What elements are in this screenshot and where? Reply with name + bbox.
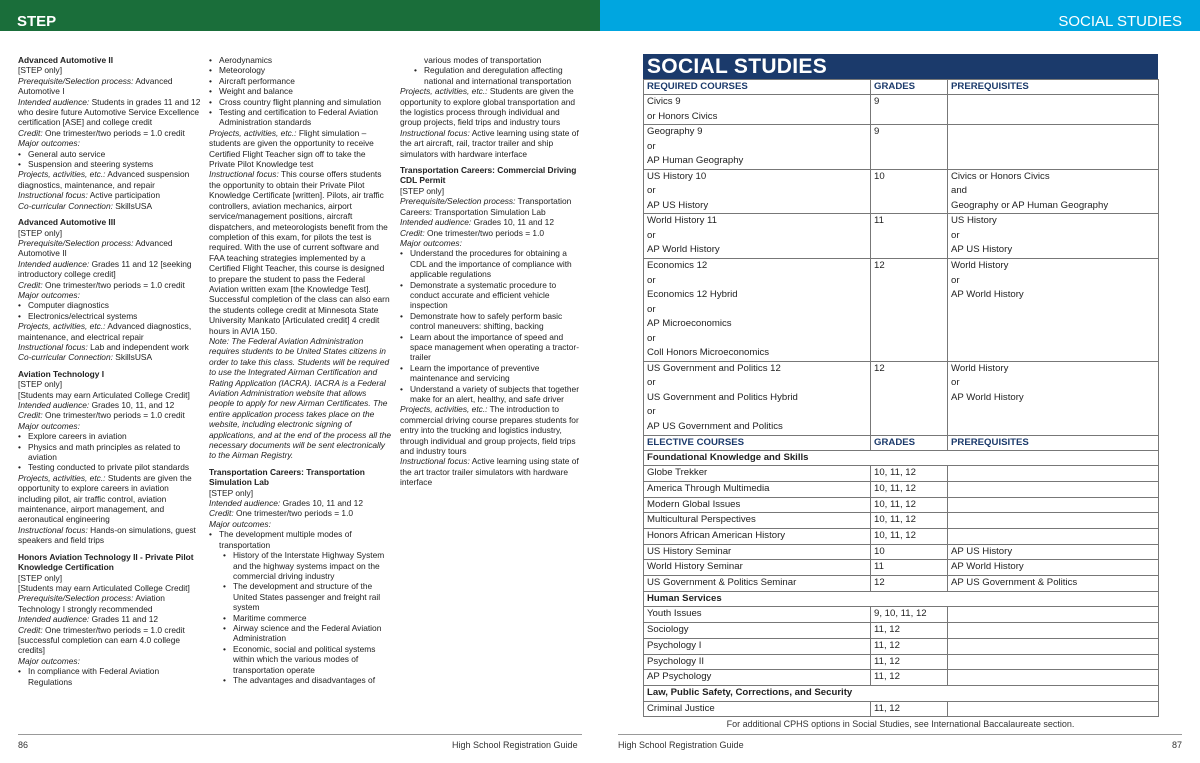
field-label: Projects, activities, etc.: (18, 169, 106, 180)
grades-cell: 10, 11, 12 (871, 529, 948, 545)
field-label: Co-curricular Connection: (18, 200, 113, 211)
cell-line: AP World History (647, 244, 720, 256)
field-label: Major outcomes: (18, 289, 80, 300)
course-heading: Transportation Careers: Commercial Driving CDL Permit (400, 165, 577, 186)
grades-cell: 9 (871, 125, 948, 170)
bullet-item: • Cross country flight planning and simulation (209, 97, 392, 107)
cell-line: World History 11 (647, 215, 718, 227)
grades-cell: 9 (871, 95, 948, 125)
section-title: Human Services (644, 591, 1159, 607)
course-cell: Criminal Justice (644, 701, 871, 717)
table-row (644, 125, 1159, 170)
course-field: Projects, activities, etc.: Students are given the opportunity to explore careers in aviation including pilot, air traffic control, aviation maintenance, airport management, and aeronautical engineering (18, 472, 192, 525)
required-courses-header (644, 80, 1159, 95)
course-text: [STEP only] (209, 487, 254, 498)
cell-line: US History (951, 215, 997, 227)
footer-title-left: High School Registration Guide (452, 740, 578, 750)
course-field: Intended audience: Grades 11 and 12 (18, 614, 159, 625)
cell-line: World History (951, 362, 1009, 374)
grades-cell: 12 (871, 361, 948, 435)
table-cell (644, 95, 871, 125)
course-cell: Youth Issues (644, 607, 871, 623)
field-label: Instructional focus: (18, 190, 88, 201)
column-header: GRADES (871, 435, 948, 450)
cell-line: or (647, 332, 656, 344)
field-label: Intended audience: (18, 400, 90, 410)
footer-rule-left (18, 734, 582, 735)
field-label: Credit: (18, 127, 43, 138)
bullet-item: • Testing conducted to private pilot standards (18, 462, 201, 472)
course-field: Co-curricular Connection: SkillsUSA (18, 352, 153, 363)
course-field: Intended audience: Students in grades 11 and 12 who desire future Automotive Service Excellence certification [ASE] and college credit (18, 96, 201, 128)
table-cell (948, 361, 1159, 435)
course-field: Prerequisite/Selection process: Aviation Technology I strongly recommended (18, 593, 165, 614)
table-cell (948, 95, 1159, 125)
column-header: PREREQUISITES (948, 435, 1159, 450)
bullet-item: • Demonstrate how to safely perform basic control maneuvers: shifting, backing (400, 311, 583, 332)
course-field: Projects, activities, etc.: The introduction to commercial driving course prepares students for entry into the trucking and logistics industry, through individual and group projects, field trips and industry tours (400, 404, 579, 457)
table-row (644, 638, 1159, 654)
field-label: Prerequisite/Selection process: (18, 75, 134, 86)
prereq-cell (948, 529, 1159, 545)
bullet-item: • Learn the importance of preventive maintenance and servicing (400, 363, 583, 384)
sub-bullet-item: • History of the Interstate Highway System and the highway systems impact on the commercial driving industry (209, 550, 392, 581)
field-label: Major outcomes: (400, 237, 462, 248)
course-field: Credit: One trimester/two periods = 1.0 credit [successful completion can earn 4.0 college credits] (18, 624, 185, 656)
course-cell: Modern Global Issues (644, 497, 871, 513)
cell-line: US History 10 (647, 170, 707, 182)
prereq-cell (948, 607, 1159, 623)
grades-cell: 10, 11, 12 (871, 481, 948, 497)
course-cell: World History Seminar (644, 560, 871, 576)
field-label: Major outcomes: (209, 518, 271, 529)
course-cell: US Government & Politics Seminar (644, 576, 871, 592)
course-field (18, 138, 201, 148)
prereq-cell (948, 481, 1159, 497)
section-title: Foundational Knowledge and Skills (644, 450, 1159, 466)
table-row (644, 513, 1159, 529)
course-field: Projects, activities, etc.: Advanced suspension diagnostics, maintenance, and repair (18, 169, 190, 190)
cell-line: or (647, 140, 656, 152)
social-studies-header-title: SOCIAL STUDIES (1058, 13, 1182, 30)
course-note: Note: The Federal Aviation Administration requires students to be United States citizens in order to take this class. Students will be required to use the Integrated Airman Certification and Rating Application (IACRA). IACRA is a Federal Aviation Administration website that allows people to apply for new Airman Certificates. The entire application process takes place on the website, including electronic signing of applications, and at the end of the process all the necessary documents will be sent electronically to the Airman Registry. (209, 335, 392, 461)
cell-line: or (647, 303, 656, 315)
bullet-item: • The development multiple modes of transportation (209, 529, 392, 550)
bullet-item: • General auto service (18, 149, 201, 159)
table-cell (644, 361, 871, 435)
prereq-cell: AP US Government & Politics (948, 576, 1159, 592)
cell-line: AP World History (951, 391, 1024, 403)
table-cell (948, 125, 1159, 170)
grades-cell: 10, 11, 12 (871, 513, 948, 529)
grades-cell: 12 (871, 576, 948, 592)
bullet-item: • Weight and balance (209, 86, 392, 96)
cell-line: or (647, 274, 656, 286)
course-text: [STEP only] (18, 572, 63, 583)
bullet-item: • Meteorology (209, 65, 392, 75)
course-heading: Transportation Careers: Transportation Simulation Lab (209, 466, 365, 488)
course-heading: Aviation Technology I (18, 368, 105, 379)
prereq-cell (948, 623, 1159, 639)
page-number-right: 87 (1171, 740, 1182, 750)
field-label: Major outcomes: (18, 655, 80, 666)
course-field: Intended audience: Grades 10, 11, and 12 (18, 400, 175, 410)
course-field (18, 290, 201, 300)
section-row (644, 450, 1159, 466)
course-field: Instructional focus: Active participation (18, 190, 160, 201)
sub-bullet-item: • Maritime commerce (209, 613, 392, 623)
field-label: Prerequisite/Selection process: (18, 593, 134, 604)
course-field: Intended audience: Grades 10, 11 and 12 (209, 498, 363, 509)
table-row (644, 481, 1159, 497)
table-row (644, 560, 1159, 576)
column-header: ELECTIVE COURSES (644, 435, 871, 450)
table-cell (644, 214, 871, 259)
field-label: Instructional focus: (18, 341, 88, 352)
column-header: REQUIRED COURSES (644, 80, 871, 95)
prereq-cell (948, 701, 1159, 717)
course-field: Instructional focus: Hands-on simulations, guest speakers and field trips (18, 524, 196, 546)
table-cell (644, 259, 871, 362)
prereq-cell (948, 670, 1159, 686)
field-label: Credit: (400, 227, 425, 238)
bullet-item: • Physics and math principles as related to aviation (18, 442, 201, 463)
course-text: [STEP only] (400, 185, 445, 196)
cell-line: or (951, 377, 960, 389)
course-cell: Psychology II (644, 654, 871, 670)
cell-line: AP World History (951, 289, 1024, 301)
cell-line: or (647, 406, 656, 418)
cell-line: Geography 9 (647, 126, 703, 138)
footer-title-right: High School Registration Guide (618, 740, 744, 750)
grades-cell: 11, 12 (871, 654, 948, 670)
grades-cell: 9, 10, 11, 12 (871, 607, 948, 623)
course-field: Credit: One trimester/two periods = 1.0 credit (18, 279, 185, 290)
bullet-item: • Computer diagnostics (18, 300, 201, 310)
cell-line: Economics 12 (647, 260, 708, 272)
bullet-item: • In compliance with Federal Aviation Regulations (18, 666, 201, 687)
course-cell: Sociology (644, 623, 871, 639)
bullet-item: • Understand the procedures for obtaining a CDL and the importance of compliance with applicable regulations (400, 248, 583, 279)
course-field (18, 421, 201, 431)
footer-rule-right (618, 734, 1182, 735)
column-header: GRADES (871, 80, 948, 95)
grades-cell: 11 (871, 214, 948, 259)
bullet-item: • Aircraft performance (209, 76, 392, 86)
social-studies-header-band (600, 0, 1200, 31)
bullet-item: • Demonstrate a systematic procedure to conduct accurate and efficient vehicle inspection (400, 280, 583, 311)
elective-courses-header (644, 435, 1159, 450)
field-label: Instructional focus: (400, 127, 470, 138)
section-row (644, 591, 1159, 607)
grades-cell: 11, 12 (871, 701, 948, 717)
table-cell (948, 169, 1159, 214)
course-text: [Students may earn Articulated College Credit] (18, 389, 190, 400)
course-column-1 (18, 55, 201, 687)
course-field: Projects, activities, etc.: Flight simulation – students are given the opportunity to receive Certified Flight Teacher sign off to take the Private Pilot Knowledge test (209, 127, 374, 170)
field-label: Projects, activities, etc.: (18, 472, 106, 483)
social-studies-table (643, 54, 1158, 717)
course-column-3 (400, 55, 583, 488)
course-cell: US History Seminar (644, 544, 871, 560)
course-text: [STEP only] (18, 227, 63, 238)
table-row (644, 529, 1159, 545)
grades-cell: 11, 12 (871, 670, 948, 686)
table-row (644, 544, 1159, 560)
bullet-item: • Aerodynamics (209, 55, 392, 65)
field-label: Projects, activities, etc.: (400, 404, 488, 415)
step-header-title: STEP (17, 13, 57, 30)
section-title: Law, Public Safety, Corrections, and Security (644, 685, 1159, 701)
table-row (644, 654, 1159, 670)
table-row (644, 576, 1159, 592)
course-field: Prerequisite/Selection process: Advanced Automotive I (18, 75, 173, 97)
field-label: Instructional focus: (209, 169, 279, 180)
prereq-cell (948, 638, 1159, 654)
course-cell: Multicultural Perspectives (644, 513, 871, 529)
grades-cell: 10, 11, 12 (871, 466, 948, 482)
field-label: Prerequisite/Selection process: (400, 196, 516, 207)
course-field: Instructional focus: Lab and independent work (18, 341, 189, 352)
cell-line: Civics or Honors Civics (951, 170, 1050, 182)
grades-cell: 12 (871, 259, 948, 362)
table-title: SOCIAL STUDIES (643, 54, 1158, 79)
course-text: various modes of transportation (424, 55, 542, 65)
field-label: Projects, activities, etc.: (209, 127, 297, 138)
field-label: Intended audience: (209, 498, 281, 509)
course-text: [STEP only] (18, 65, 63, 76)
grades-cell: 10, 11, 12 (871, 497, 948, 513)
grades-cell: 11, 12 (871, 638, 948, 654)
course-cell: America Through Multimedia (644, 481, 871, 497)
cell-line: or Honors Civics (647, 110, 718, 122)
field-label: Credit: (18, 279, 43, 290)
table-row (644, 497, 1159, 513)
course-field: Intended audience: Grades 11 and 12 [seeking introductory college credit] (18, 258, 192, 280)
table-row (644, 466, 1159, 482)
course-field: Projects, activities, etc.: Students are given the opportunity to explore global transportation and the logistics process through individual and group projects, field trips and industry tours (400, 86, 576, 128)
sub-bullet-item: • The development and structure of the United States passenger and freight rail system (209, 581, 392, 612)
cell-line: Economics 12 Hybrid (647, 289, 738, 301)
field-label: Instructional focus: (400, 456, 470, 467)
course-column-2 (209, 55, 392, 685)
bullet-item: • Suspension and steering systems (18, 159, 201, 169)
bullet-item: • Electronics/electrical systems (18, 311, 201, 321)
field-label: Intended audience: (18, 96, 90, 107)
field-label: Instructional focus: (18, 524, 88, 535)
field-label: Major outcomes: (18, 138, 80, 149)
course-field: Credit: One trimester/two periods = 1.0 credit (18, 127, 185, 138)
course-field: Credit: One trimester/two periods = 1.0 (400, 227, 545, 238)
course-field (209, 519, 392, 529)
table-footnote: For additional CPHS options in Social Studies, see International Baccalaureate section. (726, 719, 1075, 729)
course-heading: Advanced Automotive II (18, 55, 114, 65)
table-row (644, 259, 1159, 362)
prereq-cell (948, 466, 1159, 482)
field-label: Intended audience: (18, 614, 90, 625)
field-label: Major outcomes: (18, 420, 80, 431)
sub-bullet-item: • Regulation and deregulation affecting national and international transportation (400, 65, 583, 86)
table-row (644, 701, 1159, 717)
step-header-band (0, 0, 600, 31)
cell-line: and (951, 185, 968, 197)
course-heading: Advanced Automotive III (18, 217, 116, 228)
table-row (644, 214, 1159, 259)
table-row (644, 169, 1159, 214)
course-field: Credit: One trimester/two periods = 1.0 credit (18, 410, 185, 421)
cell-line: Civics 9 (647, 96, 681, 107)
field-label: Co-curricular Connection: (18, 352, 113, 363)
grades-cell: 11 (871, 560, 948, 576)
course-cell: Honors African American History (644, 529, 871, 545)
cell-line: World History (951, 260, 1009, 272)
cell-line: or (951, 229, 960, 241)
cell-line: AP Human Geography (647, 155, 744, 167)
course-field: Projects, activities, etc.: Advanced diagnostics, maintenance, and electrical repair (18, 321, 192, 342)
course-field: Intended audience: Grades 10, 11 and 12 (400, 217, 554, 228)
course-field: Prerequisite/Selection process: Transportation Careers: Transportation Simulation Lab (400, 196, 572, 217)
cell-line: or (647, 229, 656, 241)
grades-cell: 11, 12 (871, 623, 948, 639)
table-row (644, 670, 1159, 686)
table-cell (948, 259, 1159, 362)
course-field: Credit: One trimester/two periods = 1.0 (209, 508, 354, 519)
field-label: Credit: (209, 508, 234, 519)
cell-line: Geography or AP Human Geography (951, 199, 1109, 211)
field-label: Prerequisite/Selection process: (18, 237, 134, 248)
sub-bullet-item: • Economic, social and political systems within which the various modes of transportation operate (209, 644, 392, 675)
table-cell (948, 214, 1159, 259)
cell-line: Coll Honors Microeconomics (647, 347, 770, 359)
page-number-left: 86 (18, 740, 29, 750)
course-text: [Students may earn Articulated College Credit] (18, 582, 190, 593)
prereq-cell: AP US History (948, 544, 1159, 560)
course-field: Instructional focus: Active learning using state of the art tractor trailer simulators with hardware interface (400, 456, 579, 488)
column-header: PREREQUISITES (948, 80, 1159, 95)
course-cell: AP Psychology (644, 670, 871, 686)
bullet-item: • Understand a variety of subjects that together make for an alert, healthy, and safe driver (400, 384, 583, 405)
course-field: Instructional focus: Active learning using state of the art aircraft, rail, tractor trailer and ship simulators with hardware interface (400, 127, 579, 159)
table-row (644, 623, 1159, 639)
cell-line: AP Microeconomics (647, 318, 732, 330)
field-label: Projects, activities, etc.: (18, 321, 106, 332)
table-row (644, 607, 1159, 623)
sub-bullet-item: • Airway science and the Federal Aviation Administration (209, 623, 392, 644)
field-label: Projects, activities, etc.: (400, 86, 488, 97)
table-cell (644, 125, 871, 170)
cell-line: AP US History (951, 244, 1013, 256)
grades-cell: 10 (871, 544, 948, 560)
field-label: Intended audience: (400, 217, 472, 228)
cell-line: or (647, 185, 656, 197)
cell-line: or (647, 377, 656, 389)
field-label: Intended audience: (18, 258, 90, 269)
course-cell: Globe Trekker (644, 466, 871, 482)
prereq-cell: AP World History (948, 560, 1159, 576)
course-field: Instructional focus: This course offers students the opportunity to obtain their Private Pilot Knowledge Certificate [written]. Pilots, air traffic controllers, aviation mechanics, airport service/management positions, aircraft dispatchers, and meteorologists benefit from the completion of this exam, for pilots the test is required. With the use of current software and FAA teaching strategies implemented by a Certified Flight Teacher, this course is designed to prepare the student to pass the Federal Aviation written exam [the Knowledge Test]. Successful completion of the class can also earn the students college credit at Minnesota State University Mankato [Articulated credit] 4 credit hours in AVIA 150. (209, 169, 390, 336)
cell-line: AP US History (647, 199, 709, 211)
table-row (644, 361, 1159, 435)
grades-cell: 10 (871, 169, 948, 214)
bullet-item: • Explore careers in aviation (18, 431, 201, 441)
course-field (18, 656, 201, 666)
cell-line: US Government and Politics 12 (647, 362, 781, 374)
bullet-item: • Testing and certification to Federal Aviation Administration standards (209, 107, 392, 128)
table-row (644, 95, 1159, 125)
prereq-cell (948, 497, 1159, 513)
course-field (400, 238, 583, 248)
cell-line: US Government and Politics Hybrid (647, 391, 798, 403)
course-field: Co-curricular Connection: SkillsUSA (18, 200, 153, 211)
sub-bullet-item: • The advantages and disadvantages of (209, 675, 392, 685)
field-label: Credit: (18, 624, 43, 635)
cell-line: or (951, 274, 960, 286)
course-text: [STEP only] (18, 379, 63, 390)
field-label: Credit: (18, 410, 43, 421)
cell-line: AP US Government and Politics (647, 421, 783, 433)
bullet-item: • Learn about the importance of speed and space management when operating a tractor-trailer (400, 332, 583, 363)
course-cell: Psychology I (644, 638, 871, 654)
prereq-cell (948, 513, 1159, 529)
prereq-cell (948, 654, 1159, 670)
section-row (644, 685, 1159, 701)
course-heading: Honors Aviation Technology II - Private Pilot Knowledge Certification (18, 551, 194, 573)
table-cell (644, 169, 871, 214)
course-field: Prerequisite/Selection process: Advanced Automotive II (18, 237, 173, 259)
